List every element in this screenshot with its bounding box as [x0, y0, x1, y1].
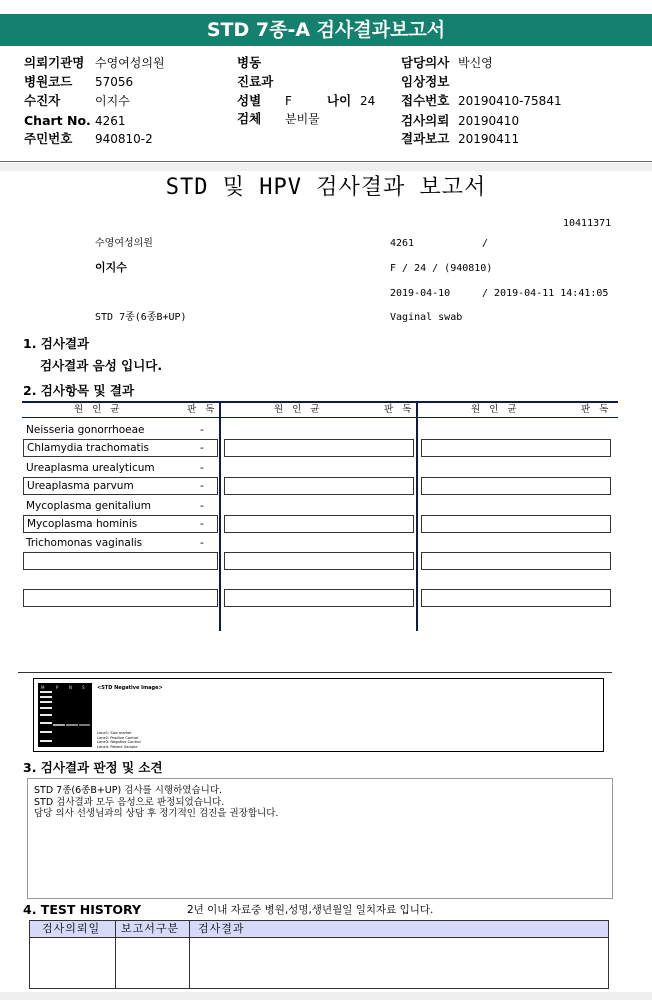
patient-label: 수진자 [24, 93, 61, 108]
specimen-label: 검체 [237, 111, 262, 126]
grid-column-divider [416, 401, 418, 631]
accession-label: 접수번호 [401, 93, 450, 108]
request-value: 20190410 [458, 114, 520, 128]
grid-header-pathogen: 원 인 균 [74, 404, 123, 415]
legend-line: Lane4: Patient Sample [97, 744, 138, 749]
section-separator [0, 163, 652, 171]
history-header-result: 검사결과 [198, 922, 245, 935]
gel-electrophoresis-image: M P N S [38, 683, 92, 747]
grid-header-pathogen: 원 인 균 [471, 404, 520, 415]
section4-title: 4. TEST HISTORY [23, 902, 142, 917]
report-number: 10411371 [563, 218, 612, 229]
result-report-label: 결과보고 [401, 131, 450, 146]
dept-label: 진료과 [237, 74, 274, 89]
sex-value: F [285, 94, 292, 108]
gel-image-box [33, 678, 604, 752]
ward-label: 병동 [237, 55, 262, 70]
pathogen-name: Trichomonas vaginalis [26, 537, 143, 549]
bottom-separator [0, 992, 652, 1000]
pathogen-name: Chlamydia trachomatis [27, 442, 150, 454]
pathogen-name: Mycoplasma genitalium [26, 500, 151, 512]
section2-title: 2. 검사항목 및 결과 [23, 383, 135, 398]
report-title: STD 및 HPV 검사결과 보고서 [165, 175, 487, 200]
clinical-label: 임상정보 [401, 74, 450, 89]
hospital-value: 수영여성의원 [95, 56, 165, 70]
accession-value: 20190410-75841 [458, 94, 562, 108]
legend-line: Lane3: Negative Control [97, 740, 141, 745]
result-row-box [421, 439, 611, 457]
pathogen-result: - [200, 480, 204, 492]
result-row-box [224, 552, 414, 570]
gel-image-legend [97, 731, 141, 749]
report-chart-no: 4261 [390, 238, 415, 249]
opinion-line: STD 7종(6종B+UP) 검사를 시행하였습니다. [34, 785, 223, 796]
report-sex-age: F / 24 / (940810) [390, 263, 493, 274]
grid-header-border [22, 417, 618, 418]
grid-header-judgement: 판 독 [187, 404, 218, 415]
hospital-label: 의뢰기관명 [24, 55, 85, 70]
grid-header-judgement: 판 독 [384, 404, 415, 415]
age-value: 24 [360, 94, 376, 108]
history-header-report-type: 보고서구분 [121, 922, 180, 935]
result-row-box [224, 477, 414, 495]
report-test-name: STD 7종(6종B+UP) [95, 312, 187, 323]
section1-result-text: 검사결과 음성 입니다. [40, 358, 163, 373]
pathogen-result: - [200, 500, 204, 512]
code-value: 57056 [95, 75, 134, 89]
history-table [29, 920, 609, 989]
result-row-box [421, 515, 611, 533]
specimen-value: 분비물 [285, 112, 320, 126]
patient-value: 이지수 [95, 94, 130, 108]
legend-line: Lane2: Positive Control [97, 735, 139, 740]
report-chart-slash: / [482, 238, 489, 249]
history-column-divider [115, 921, 116, 988]
opinion-line: STD 검사결과 모두 음성으로 판정되었습니다. [34, 796, 225, 808]
pathogen-result: - [200, 518, 204, 530]
result-row-box [23, 589, 218, 607]
result-row-box [224, 515, 414, 533]
pathogen-name: Mycoplasma hominis [27, 518, 138, 530]
id-value: 940810-2 [95, 132, 153, 146]
grid-header-judgement: 판 독 [581, 404, 612, 415]
history-note: 2년 이내 자료중 병원,성명,생년월일 일치자료 입니다. [187, 904, 434, 916]
pathogen-result: - [200, 537, 204, 549]
result-row-box [421, 589, 611, 607]
section3-title: 3. 검사결과 판정 및 소견 [23, 760, 163, 775]
chart-label: Chart No. [24, 113, 91, 128]
result-row-box [421, 552, 611, 570]
report-patient: 이지수 [95, 261, 127, 274]
result-row-box [23, 552, 218, 570]
pathogen-result: - [200, 424, 204, 436]
doctor-value: 박신영 [458, 56, 493, 70]
chart-value: 4261 [95, 114, 126, 128]
report-datetime: / 2019-04-11 14:41:05 [482, 288, 609, 299]
report-header-title: STD 7종-A 검사결과보고서 [0, 14, 652, 46]
result-row-box [421, 477, 611, 495]
result-row-box [224, 589, 414, 607]
pathogen-name: Ureaplasma parvum [27, 480, 134, 492]
doctor-label: 담당의사 [401, 55, 450, 70]
section-divider [18, 672, 612, 673]
result-report-value: 20190411 [458, 132, 520, 146]
patient-info-box [0, 49, 652, 162]
pathogen-result: - [200, 462, 204, 474]
pathogen-name: Ureaplasma urealyticum [26, 462, 155, 474]
report-hospital: 수영여성의원 [95, 238, 153, 249]
age-label: 나이 [327, 93, 352, 108]
legend-line: Lane1: Size marker [97, 731, 132, 735]
grid-column-divider [219, 401, 221, 631]
pathogen-result: - [200, 442, 204, 454]
request-label: 검사의뢰 [401, 113, 450, 128]
pathogen-name: Neisseria gonorrhoeae [26, 424, 145, 436]
section1-title: 1. 검사결과 [23, 336, 90, 351]
report-receive-date: 2019-04-10 [390, 288, 451, 299]
history-header-request-date: 검사의뢰일 [42, 922, 101, 935]
report-specimen: Vaginal swab [390, 312, 463, 323]
grid-header-pathogen: 원 인 균 [274, 404, 323, 415]
result-row-box [224, 439, 414, 457]
opinion-box [27, 778, 613, 899]
code-label: 병원코드 [24, 74, 73, 89]
gel-image-caption: <STD Negative Image> [97, 685, 163, 691]
history-table-header [30, 921, 608, 938]
id-label: 주민번호 [24, 131, 73, 146]
sex-label: 성별 [237, 93, 262, 108]
opinion-line: 담당 의사 선생님과의 상담 후 정기적인 검진을 권장합니다. [34, 808, 279, 819]
history-column-divider [189, 921, 190, 988]
